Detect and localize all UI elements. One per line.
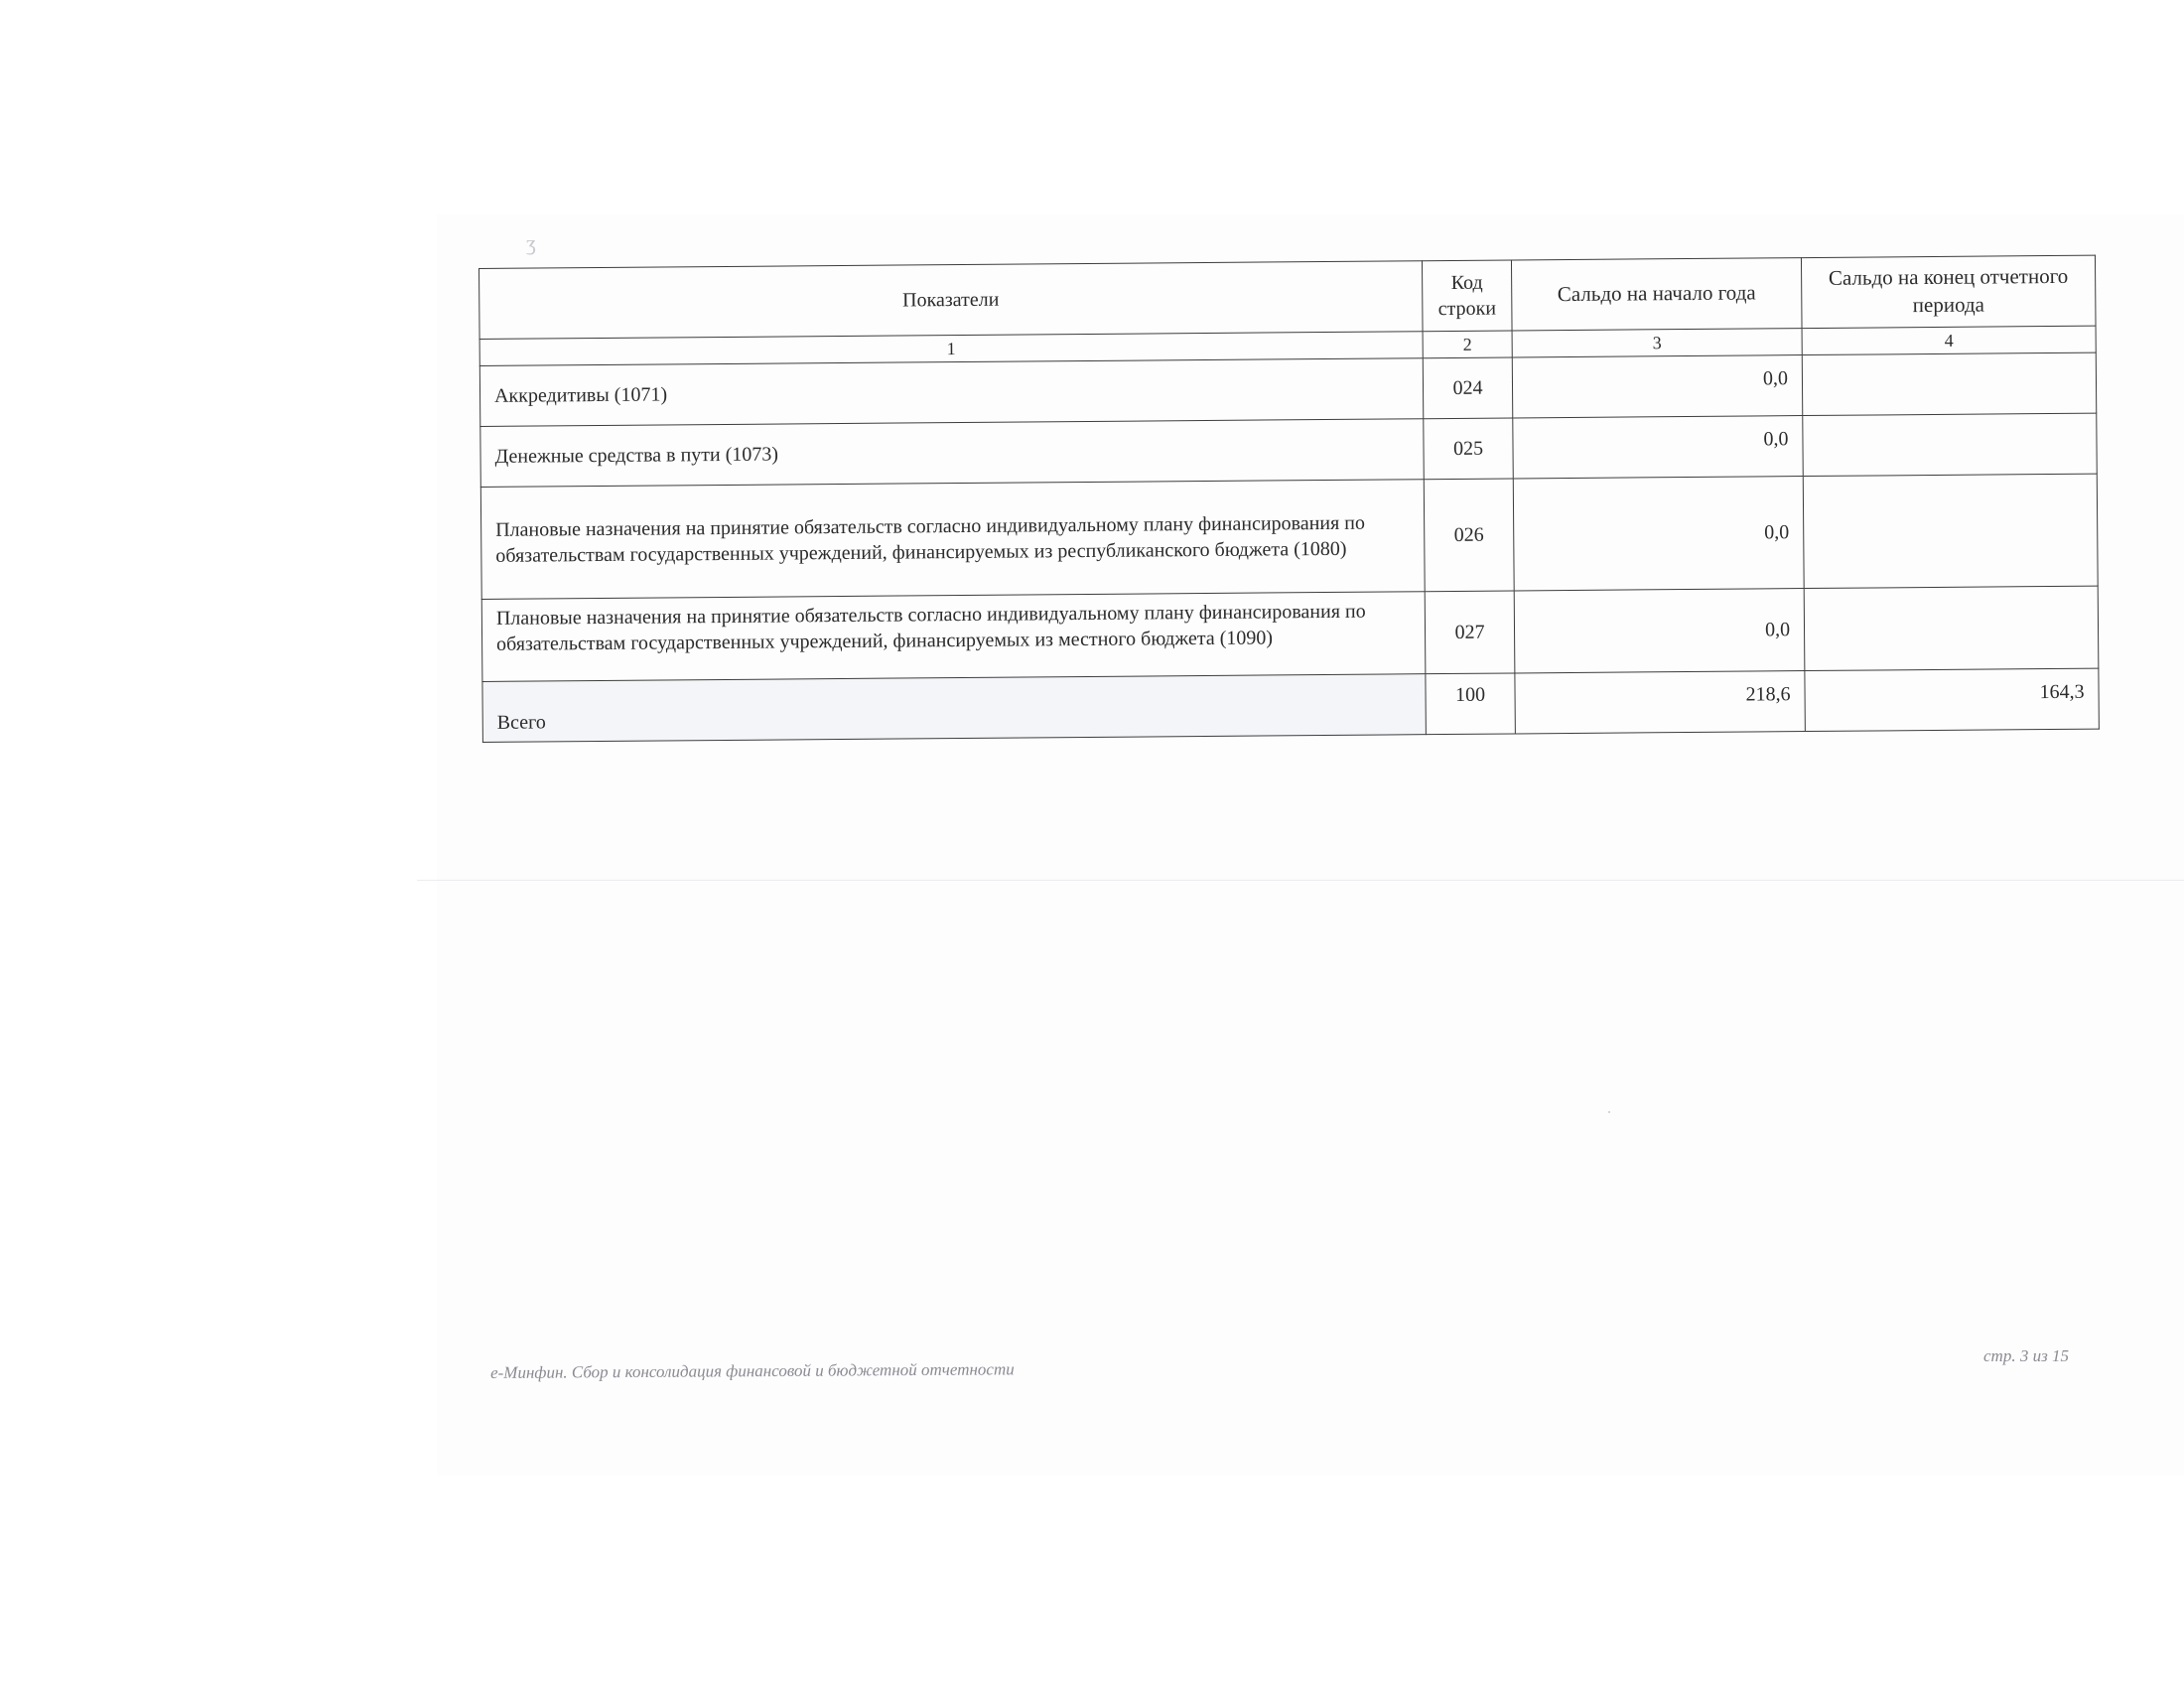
row-indicator: Плановые назначения на принятие обязательств согласно индивидуальному плану финансирования по обязательствам государственных учреждений, финансируемых из республиканского бюджета (1080) xyxy=(480,480,1425,600)
column-number: 4 xyxy=(1802,326,2096,354)
footer-page-number: стр. 3 из 15 xyxy=(1983,1346,2069,1365)
table-header-row xyxy=(479,255,2097,339)
header-indicators: Показатели xyxy=(479,261,1424,340)
column-number: 1 xyxy=(479,332,1423,366)
report-table xyxy=(478,255,2100,743)
report-table-container xyxy=(478,255,2099,743)
column-number: 2 xyxy=(1423,331,1512,358)
row-code: 025 xyxy=(1424,418,1513,480)
header-line-code: Код строки xyxy=(1422,260,1512,332)
row-balance-start: 0,0 xyxy=(1514,589,1805,673)
row-code: 026 xyxy=(1424,479,1514,592)
column-number: 3 xyxy=(1512,329,1802,357)
table-total-row xyxy=(482,668,2099,742)
table-row xyxy=(481,586,2099,681)
row-indicator: Плановые назначения на принятие обязательств согласно индивидуальному плану финансирования по обязательствам государственных учреждений, финансируемых из местного бюджета (1090) xyxy=(481,592,1426,682)
row-balance-end xyxy=(1803,474,2098,588)
page-fold-line xyxy=(417,880,2184,881)
row-balance-start: 0,0 xyxy=(1513,416,1803,479)
row-balance-end xyxy=(1802,352,2096,415)
total-balance-end: 164,3 xyxy=(1805,668,2099,731)
row-indicator: Денежные средства в пути (1073) xyxy=(480,419,1424,488)
footer-system-name: е-Минфин. Сбор и консолидация финансовой и бюджетной отчетности xyxy=(490,1359,1015,1382)
row-balance-end xyxy=(1803,413,2097,476)
table-row xyxy=(480,474,2098,599)
total-code: 100 xyxy=(1426,673,1515,735)
total-label: Всего xyxy=(482,674,1426,743)
row-code: 024 xyxy=(1423,357,1512,419)
header-balance-end: Сальдо на конец отчетного периода xyxy=(1801,255,2096,328)
header-balance-start: Сальдо на начало года xyxy=(1511,258,1802,331)
row-balance-start: 0,0 xyxy=(1512,355,1802,418)
total-balance-start: 218,6 xyxy=(1515,671,1805,734)
scan-speck xyxy=(1608,1111,1610,1113)
row-indicator: Аккредитивы (1071) xyxy=(479,358,1423,427)
scan-mark-icon: ʒ xyxy=(526,230,536,255)
row-code: 027 xyxy=(1425,591,1515,674)
row-balance-start: 0,0 xyxy=(1513,477,1804,591)
row-balance-end xyxy=(1804,586,2099,670)
